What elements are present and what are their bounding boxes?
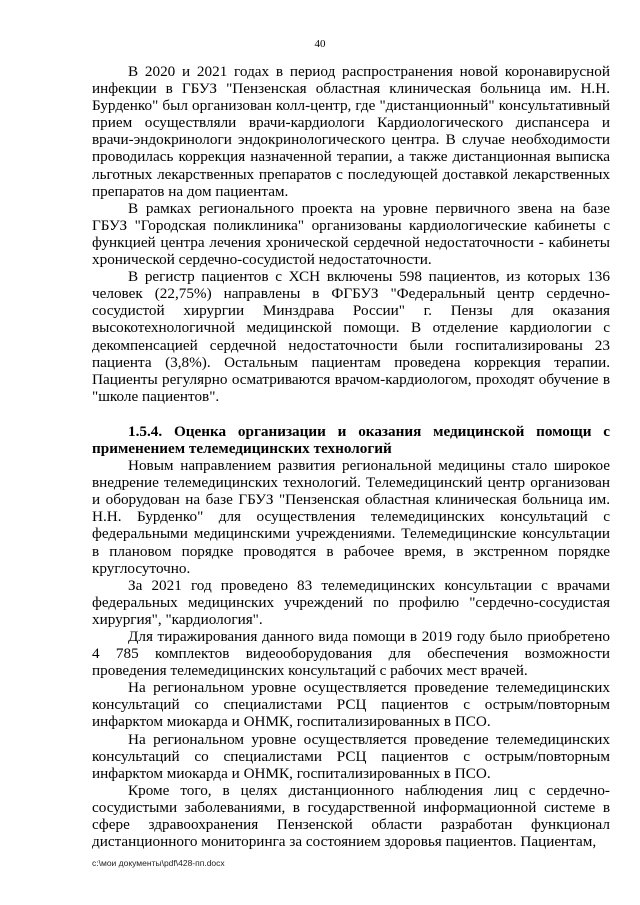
paragraph-regional-level-2: На региональном уровне осуществляется проведение телемедицинских консультаций со специалистами РСЦ пациентов с острым/повторным инфарктом миокарда и ОНМК, госпитализированных в ПСО.: [92, 730, 610, 782]
paragraph-video-equipment: Для тиражирования данного вида помощи в 2019 году было приобретено 4 785 комплектов видеооборудования для обеспечения возможности проведения телемедицинских консультаций с рабочих мест врачей.: [92, 628, 610, 680]
paragraph-regional-level-1: На региональном уровне осуществляется проведение телемедицинских консультаций со специалистами РСЦ пациентов с острым/повторным инфарктом миокарда и ОНМК, госпитализированных в ПСО.: [92, 679, 610, 731]
paragraph-telemedicine-center: Новым направлением развития региональной медицины стало широкое внедрение телемедицинских технологий. Телемедицинский центр организован и оборудован на базе ГБУЗ "Пензенская областная клиническая больница им. Н.Н. Бурденко" для осуществления телемедицинских консультаций с федеральными медицинскими учреждениями. Телемедицинские консультации в плановом порядке проводятся в рабочее время, в экстренном порядке круглосуточно.: [92, 457, 610, 577]
paragraph-call-center: В 2020 и 2021 годах в период распространения новой коронавирусной инфекции в ГБУЗ "Пензенская областная клиническая больница им. Н.Н. Бурденко" был организован колл-центр, где "дистанционный" консультативный прием осуществляли врачи-кардиологи Кардиологического диспансера и врачи-эндокринологи эндокринологического центра. В случае необходимости проводилась коррекция назначенной терапии, а также дистанционная выписка льготных лекарственных препаратов с последующей доставкой лекарственных препаратов на дом пациентам.: [92, 63, 610, 200]
paragraph-regional-project: В рамках регионального проекта на уровне первичного звена на базе ГБУЗ "Городская поликлиника" организованы кардиологические кабинеты с функцией центра лечения хронической сердечной недостаточности - кабинеты хронической сердечно-сосудистой недостаточности.: [92, 199, 610, 269]
section-heading: 1.5.4. Оценка организации и оказания медицинской помощи с применением телемедицинских технологий: [92, 422, 610, 457]
document-body: [92, 63, 610, 850]
page-number: 40: [314, 38, 326, 50]
paragraph-remote-monitoring: Кроме того, в целях дистанционного наблюдения лиц с сердечно-сосудистыми заболеваниями, в государственной информационной системе в сфере здравоохранения Пензенской области разработан функционал дистанционного мониторинга за состоянием здоровья пациентов. Пациентам,: [92, 781, 610, 851]
paragraph-chf-registry: В регистр пациентов с ХСН включены 598 пациентов, из которых 136 человек (22,75%) направлены в ФГБУЗ "Федеральный центр сердечно-сосудистой хирургии Минздрава России" г. Пензы для оказания высокотехнологичной медицинской помощи. В отделение кардиологии с декомпенсацией сердечной недостаточности были госпитализированы 23 пациента (3,8%). Остальным пациентам проведена коррекция терапии. Пациенты регулярно осматриваются врачом-кардиологом, проходят обучение в "школе пациентов".: [92, 268, 610, 405]
paragraph-consultations-2021: За 2021 год проведено 83 телемедицинских консультации с врачами федеральных медицинских учреждений по профилю "сердечно-сосудистая хирургия", "кардиология".: [92, 576, 610, 628]
file-path-footer: c:\мои документы\pdf\428-пп.docx: [92, 858, 225, 868]
